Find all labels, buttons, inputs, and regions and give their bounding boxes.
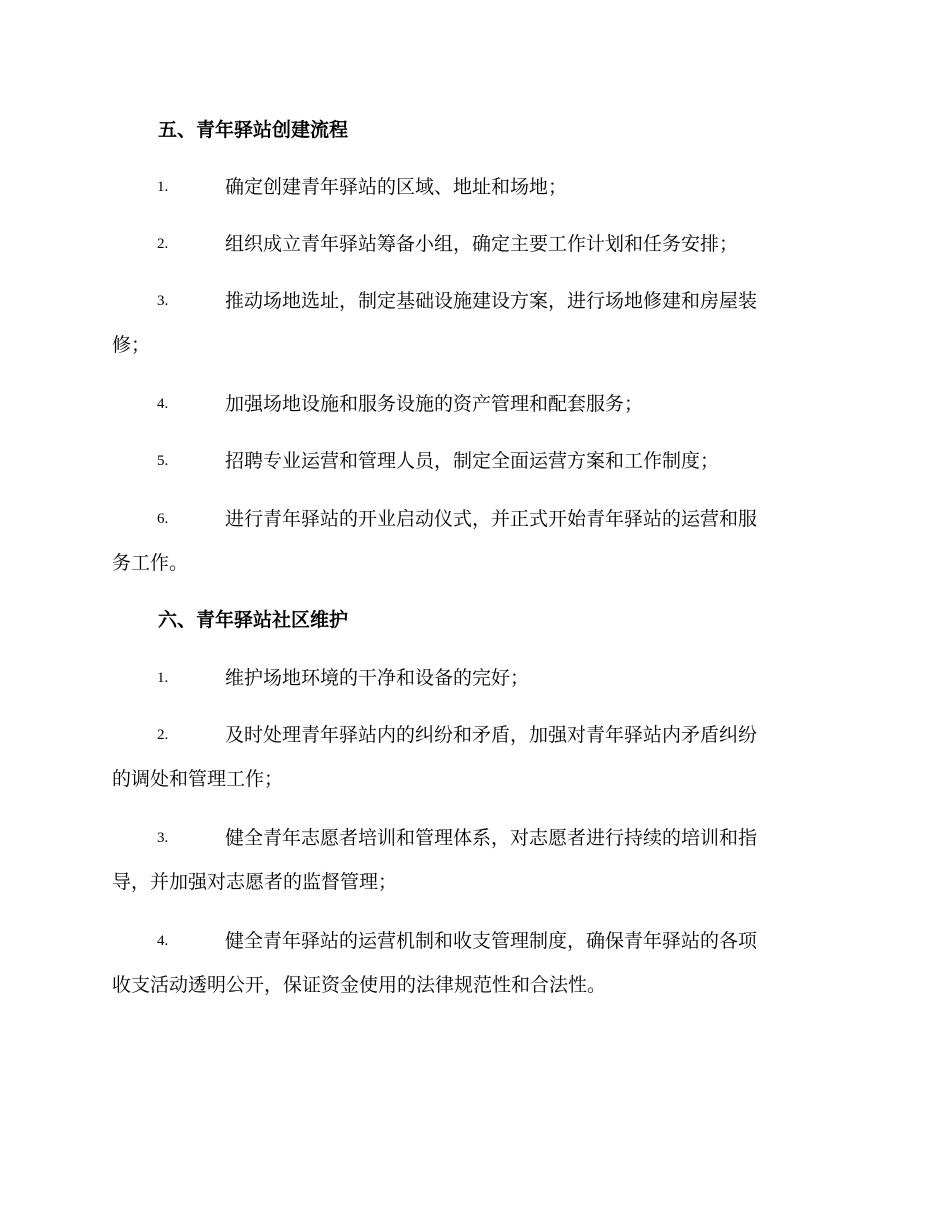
item-number: 4. — [157, 933, 169, 949]
list-item-6-2 — [112, 713, 837, 801]
list-item-5-5 — [112, 439, 837, 483]
list-item-5-4 — [112, 382, 837, 426]
item-text: 招聘专业运营和管理人员，制定全面运营方案和工作制度； — [225, 450, 720, 472]
item-text-continuation: 务工作。 — [112, 552, 189, 574]
list-item-5-1 — [112, 165, 837, 209]
item-text: 确定创建青年驿站的区域、地址和场地； — [225, 176, 568, 198]
item-number: 5. — [157, 453, 169, 469]
list-item-6-1 — [112, 656, 837, 700]
item-number: 3. — [157, 293, 169, 309]
item-text: 维护场地环境的干净和设备的完好； — [225, 667, 530, 689]
item-text: 加强场地设施和服务设施的资产管理和配套服务； — [225, 393, 644, 415]
list-item-5-2 — [112, 222, 837, 266]
list-item-6-4 — [112, 919, 837, 1007]
section-heading-6: 六、青年驿站社区维护 — [158, 609, 349, 631]
item-text-continuation: 修； — [112, 334, 151, 356]
item-number: 1. — [157, 179, 169, 195]
item-text: 健全青年驿站的运营机制和收支管理制度，确保青年驿站的各项 — [225, 930, 758, 952]
item-text: 推动场地选址，制定基础设施建设方案，进行场地修建和房屋装 — [225, 290, 758, 312]
item-number: 3. — [157, 830, 169, 846]
section-heading-5: 五、青年驿站创建流程 — [158, 119, 349, 141]
list-item-5-3 — [112, 279, 837, 367]
item-number: 2. — [157, 236, 169, 252]
item-text: 组织成立青年驿站筹备小组，确定主要工作计划和任务安排； — [225, 233, 739, 255]
item-number: 1. — [157, 670, 169, 686]
list-item-6-3 — [112, 816, 837, 904]
item-text-continuation: 的调处和管理工作； — [112, 768, 284, 790]
item-number: 6. — [157, 511, 169, 527]
item-text-continuation: 收支活动透明公开，保证资金使用的法律规范性和合法性。 — [112, 974, 607, 996]
list-item-5-6 — [112, 497, 837, 585]
item-text-continuation: 导，并加强对志愿者的监督管理； — [112, 871, 398, 893]
item-text: 及时处理青年驿站内的纠纷和矛盾，加强对青年驿站内矛盾纠纷 — [225, 724, 758, 746]
item-number: 2. — [157, 727, 169, 743]
item-text: 进行青年驿站的开业启动仪式，并正式开始青年驿站的运营和服 — [225, 508, 758, 530]
item-number: 4. — [157, 396, 169, 412]
item-text: 健全青年志愿者培训和管理体系，对志愿者进行持续的培训和指 — [225, 827, 758, 849]
